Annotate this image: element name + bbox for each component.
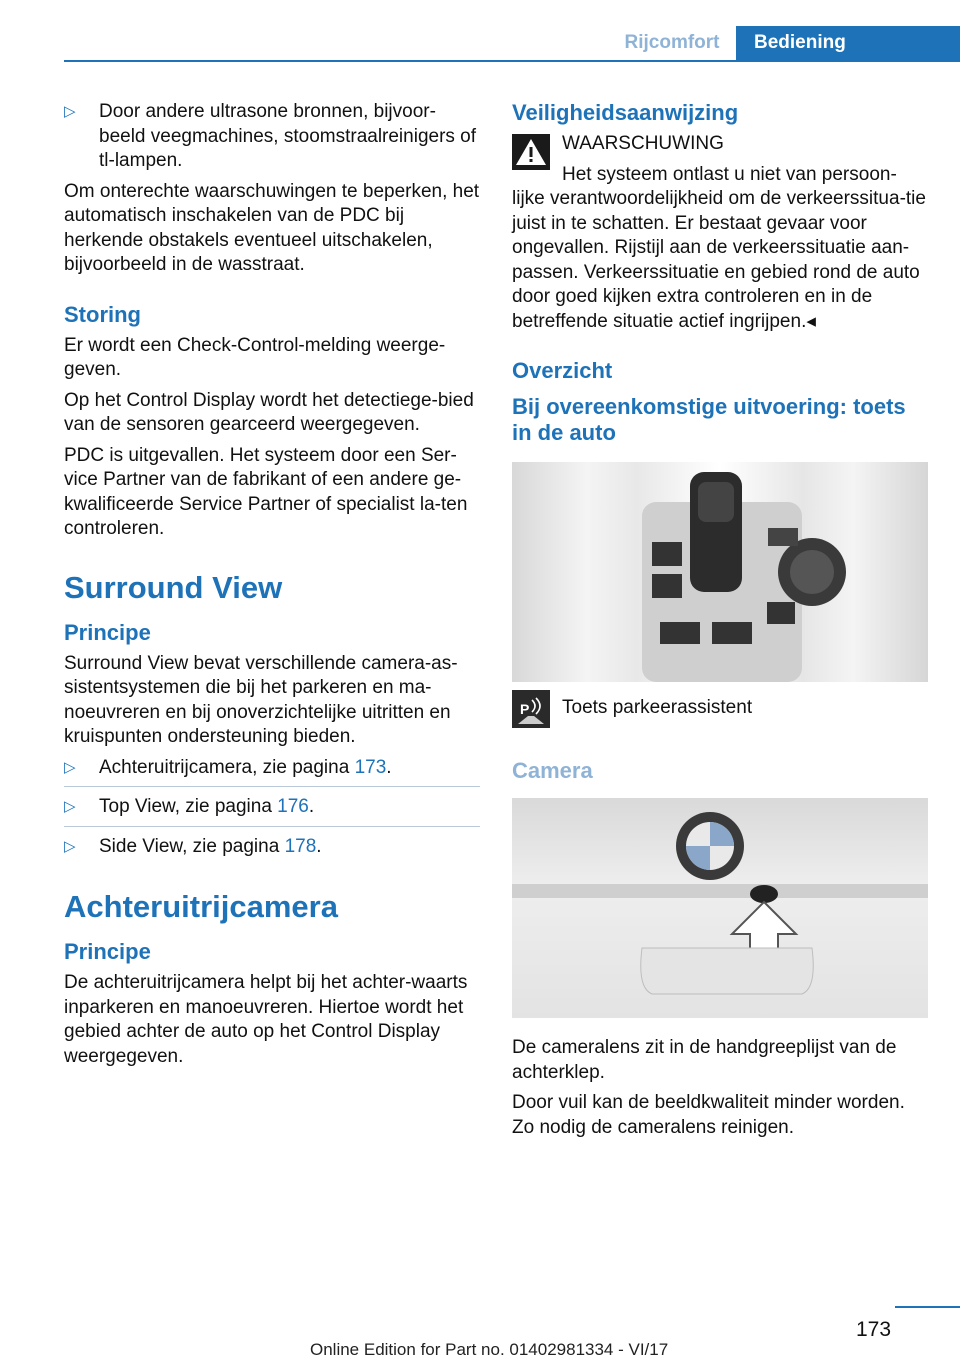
footer-edition-text: Online Edition for Part no. 01402981334 - VI/17	[310, 1340, 669, 1359]
divider	[64, 786, 480, 787]
triangle-bullet-icon: ▷	[64, 758, 76, 776]
gear-console-photo	[512, 462, 928, 682]
tailgate-camera-photo	[512, 798, 928, 1018]
warning-block	[512, 132, 928, 187]
triangle-bullet-icon: ▷	[64, 103, 76, 120]
chapter-heading-achteruitrijcamera: Achteruitrijcamera	[64, 889, 338, 924]
triangle-bullet-icon: ▷	[64, 837, 76, 855]
page-number: 173	[856, 1318, 892, 1341]
warning-text: lijke verantwoordelijkheid om de verkeerssitua-tie juist in te schatten. Er bestaat gevaar voor ongevallen. Rijstijl aan de verkeerssituatie aan-passen. Verkeerssituatie en gebied rond de auto door goed kijken extra controleren en in de betreffende situatie actief ingrijpen.◂	[512, 188, 926, 332]
page-link[interactable]: 178	[284, 835, 317, 857]
right-column	[512, 100, 928, 1146]
left-column	[64, 100, 480, 1075]
header-rule	[64, 60, 960, 62]
section-heading-overzicht: Overzicht	[512, 358, 613, 383]
page-link[interactable]: 173	[354, 756, 387, 778]
paragraph: Surround View bevat verschillende camera-as-sistentsystemen die bij het parkeren en ma-noeuvreren en bij onoverzichtelijke uitritten en kruispunten ondersteuning bieden.	[64, 652, 458, 747]
section-heading-principe: Principe	[64, 939, 151, 964]
pdc-button-row	[512, 696, 928, 740]
gear-selector-illustration	[512, 462, 928, 682]
paragraph: Op het Control Display wordt het detectiege-bied van de sensoren gearceerd weergegeven.	[64, 389, 474, 435]
toets-label: Toets parkeerassistent	[562, 697, 753, 718]
list-item: ▷ Top View, zie pagina 176.	[64, 795, 480, 820]
paragraph: De achteruitrijcamera helpt bij het achter-waarts inparkeren en manoeuvreren. Hiertoe wordt het gebied achter de auto op het Control Display weergegeven.	[64, 972, 468, 1067]
section-heading-principe: Principe	[64, 619, 151, 645]
list-item: ▷ Door andere ultrasone bronnen, bijvoor-beeld veegmachines, stoomstraalreinigers of tl-lampen.	[64, 101, 477, 171]
section-heading-storing: Storing	[64, 301, 141, 327]
paragraph: Door vuil kan de beeldkwaliteit minder worden. Zo nodig de cameralens reinigen.	[512, 1092, 905, 1138]
section-heading-veiligheid: Veiligheidsaanwijzing	[512, 100, 739, 125]
divider	[64, 826, 480, 827]
paragraph: Om onterechte waarschuwingen te beperken, het automatisch inschakelen van de PDC bij herkende obstakels eventueel uitschakelen, bijvoorbeeld in de wasstraat.	[64, 180, 480, 275]
chapter-heading-surround-view: Surround View	[64, 569, 283, 605]
svg-text:P: P	[520, 701, 530, 717]
header-tab-bediening[interactable]: Bediening	[736, 26, 960, 60]
paragraph: De cameralens zit in de handgreeplijst van de achterklep.	[512, 1037, 897, 1083]
reference-list	[64, 756, 480, 860]
warning-text-start: Het systeem ontlast u niet van persoon-	[562, 163, 897, 185]
paragraph: Er wordt een Check-Control-melding weerge-geven.	[64, 334, 446, 380]
warning-label: WAARSCHUWING	[562, 133, 724, 154]
warning-triangle-icon	[512, 134, 550, 170]
triangle-bullet-icon: ▷	[64, 798, 76, 815]
section-heading-camera: Camera	[512, 758, 593, 783]
list-item: ▷ Achteruitrijcamera, zie pagina 173.	[64, 756, 480, 781]
bullet-list-top	[64, 100, 480, 174]
paragraph: PDC is uitgevallen. Het systeem door een Ser-vice Partner van de fabrikant of een andere ge-kwalificeerde Service Partner of specialist la-ten controleren.	[64, 444, 468, 539]
list-item: ▷ Side View, zie pagina 178.	[64, 835, 480, 860]
header-tab-rijcomfort[interactable]: Rijcomfort	[624, 32, 720, 53]
camera-location-illustration	[512, 798, 928, 1018]
subsection-heading-toets: Bij overeenkomstige uitvoering: toets in de auto	[512, 394, 906, 445]
page-link[interactable]: 176	[277, 796, 309, 817]
park-assist-button-icon	[512, 690, 550, 728]
footer-rule	[895, 1306, 960, 1308]
